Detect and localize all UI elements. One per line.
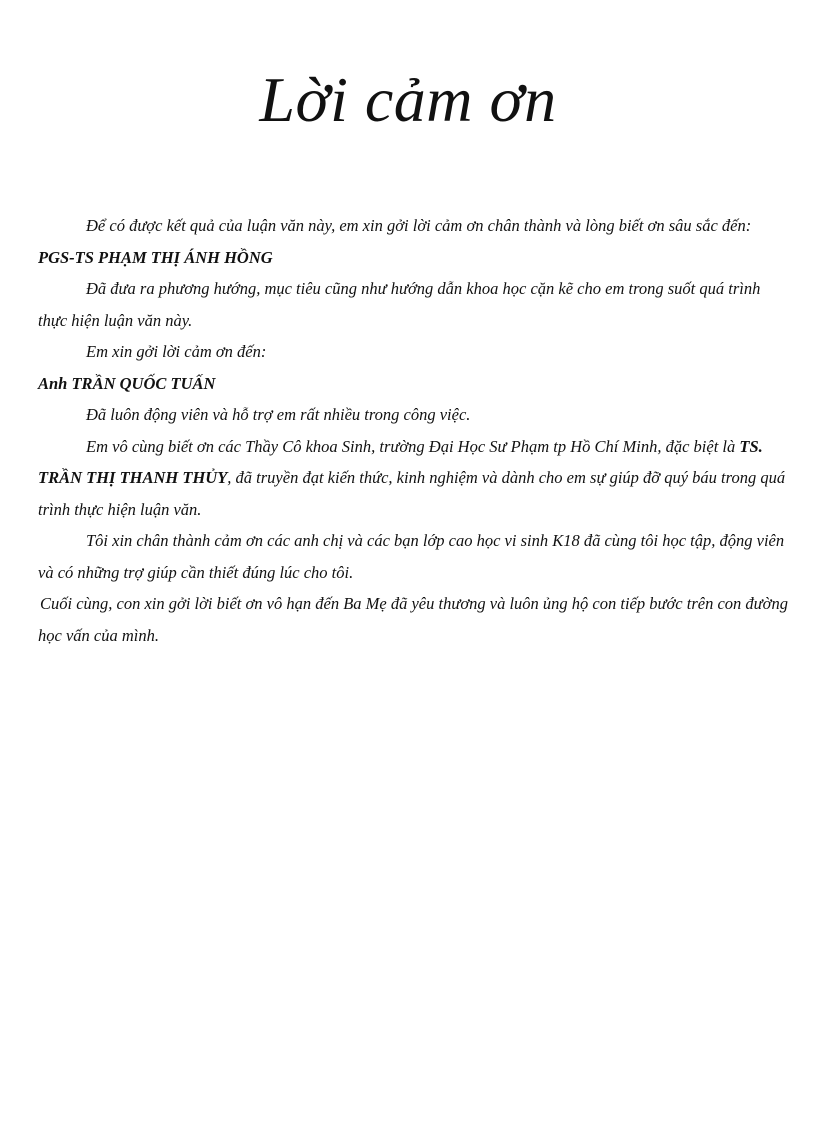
paragraph-intro: Để có được kết quả của luận văn này, em xin gởi lời cảm ơn chân thành và lòng biết ơn sâu sắc đến: <box>86 216 752 235</box>
document-body <box>38 210 788 651</box>
advisor-name: PGS-TS PHẠM THỊ ÁNH HỒNG <box>38 247 273 267</box>
faculty-name: TS. TRẦN THỊ THANH THỦY <box>38 436 763 487</box>
paragraph-classmates: Tôi xin chân thành cảm ơn các anh chị và các bạn lớp cao học vi sinh K18 đã cùng tôi học tập, động viên và có những trợ giúp cần thiết đúng lúc cho tôi. <box>38 531 785 582</box>
paragraph-faculty <box>38 431 788 526</box>
faculty-text-before: Em vô cùng biết ơn các Thầy Cô khoa Sinh, trường Đại Học Sư Phạm tp Hồ Chí Minh, đặc biệt là <box>86 436 740 456</box>
page-title: Lời cảm ơn <box>259 64 557 135</box>
paragraph-family: Cuối cùng, con xin gởi lời biết ơn vô hạn đến Ba Mẹ đã yêu thương và luôn ủng hộ con tiếp bước trên con đường học vấn của mình. <box>38 594 788 645</box>
paragraph-advisor-thanks: Đã đưa ra phương hướng, mục tiêu cũng như hướng dẫn khoa học cặn kẽ cho em trong suốt quá trình thực hiện luận văn này. <box>38 279 761 330</box>
faculty-text-after: , đã truyền đạt kiến thức, kinh nghiệm và dành cho em sự giúp đỡ quý báu trong quá trình thực hiện luận văn. <box>38 468 786 519</box>
paragraph-second-thanks: Đã luôn động viên và hỗ trợ em rất nhiều trong công việc. <box>86 405 471 424</box>
second-name: Anh TRẦN QUỐC TUẤN <box>38 373 216 393</box>
paragraph-thanks-to: Em xin gởi lời cảm ơn đến: <box>86 342 267 361</box>
